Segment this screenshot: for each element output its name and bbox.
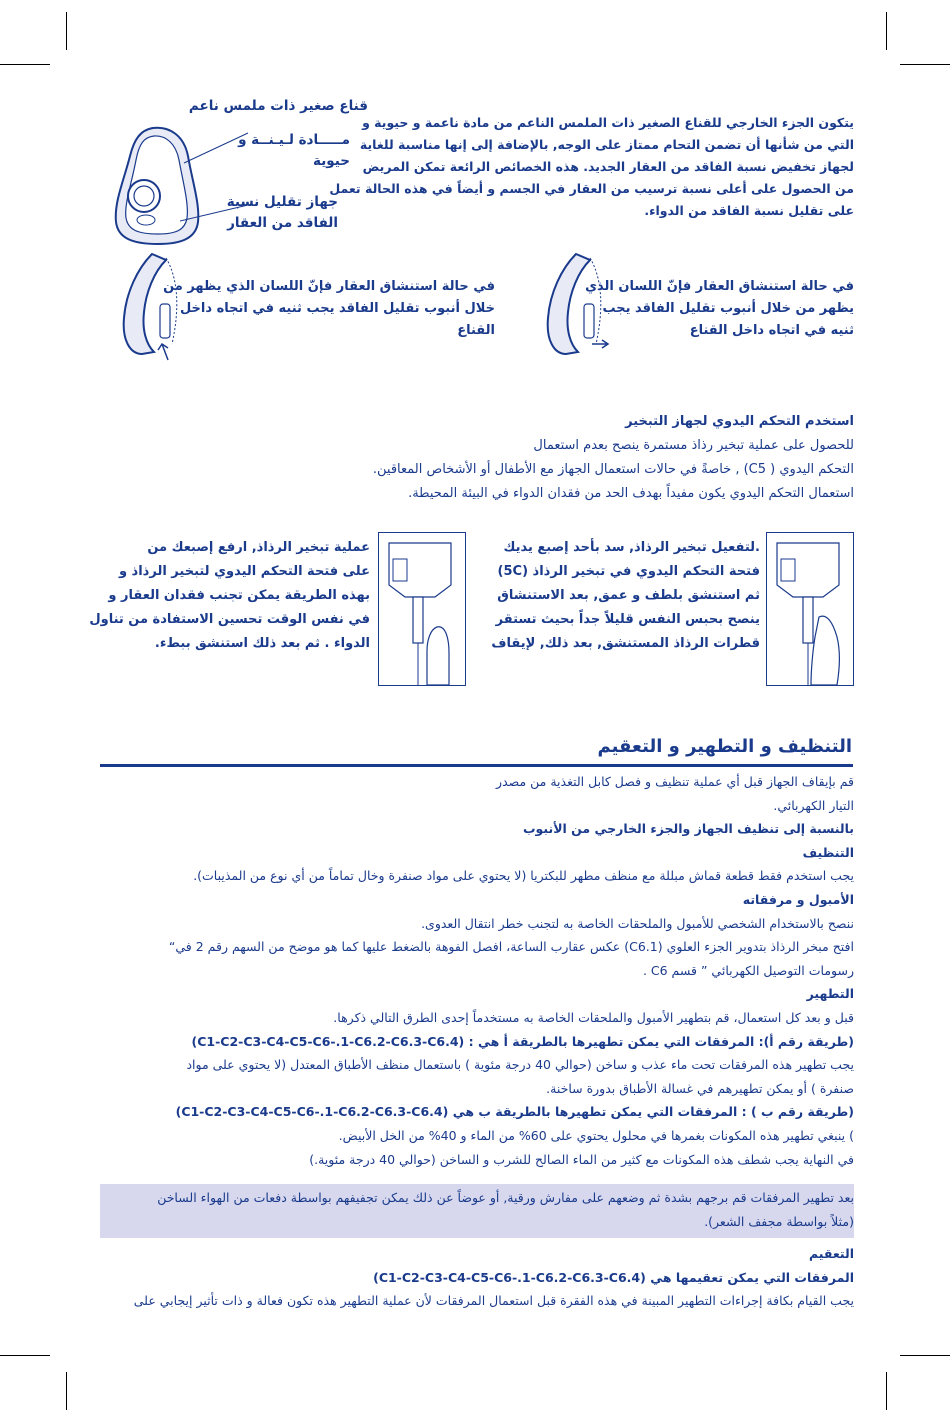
text-line: عملية تبخير الرذاذ, ارفع إصبعك من xyxy=(147,540,370,555)
drying-highlight xyxy=(100,1184,854,1238)
mask-paragraph xyxy=(329,112,854,222)
text-line: في حالة استنشاق العقار فإنّ اللسان الذي يظهر من xyxy=(163,279,495,294)
para-line: يتكون الجزء الخارجي للقناع الصغير ذات الملمس الناعم من مادة ناعمة و حيوية و xyxy=(362,115,854,130)
manual-section xyxy=(94,410,854,506)
para-line: على تقليل نسبة الفاقد من الدواء. xyxy=(644,203,854,218)
section-divider xyxy=(100,764,853,767)
para-line: من الحصول على أعلى نسبة ترسيب من العقار في الجسم و أيضاً في هذه الحالة تعمل xyxy=(329,181,854,196)
section-title: التنظيف و التطهير و التعقيم xyxy=(597,736,852,757)
tongue-text-left xyxy=(163,276,495,342)
label-mask: قناع صغير ذات ملمس ناعم xyxy=(188,98,368,114)
sterilization-items: المرفقات التي يمكن تعقيمها هي (C1-C2-C3-C4-C5-C6-.1-C6.2-C6.3-C6.4) xyxy=(373,1269,854,1285)
text-line: للحصول على عملية تبخير رذاذ مستمرة ينصح بعدم استعمال xyxy=(533,438,854,453)
text-line: فتحة التحكم اليدوي في تبخير الرذاذ (5C) xyxy=(497,564,760,579)
crop-mark xyxy=(886,1372,887,1410)
label-device-1: جهاز تقليل نسبة xyxy=(226,194,338,210)
crop-mark xyxy=(66,1372,67,1410)
manual-col-left xyxy=(89,536,370,656)
manual-heading: استخدم التحكم اليدوي لجهاز التبخير xyxy=(625,414,854,429)
text-line: ثنيه في اتجاه داخل القناع xyxy=(689,323,854,338)
text-line: افتح مبخر الرذاذ بتدوير الجزء العلوي (C6.1) عكس عقارب الساعة، افصل الفوهة بالضغط عليها كما هو موضح من السهم رقم 2 في“ xyxy=(168,939,854,955)
crop-mark xyxy=(900,64,950,65)
method-a: (طريقة رقم أ): المرفقات التي يمكن تطهيرها بالطريقة أ هي : (C1-C2-C3-C4-C5-C6-.1-C6.2-C6.3-C6.4) xyxy=(191,1033,854,1049)
subheading: التطهير xyxy=(806,986,854,1002)
text-line: قطرات الرذاذ المستنشق, بعد ذلك, لإيقاف xyxy=(491,636,760,651)
text-line: يجب القيام بكافة إجراءات التطهير المبينة في هذه الفقرة قبل استعمال المرفقات لأن عملية التطهير هذه تكون فعالة و ذات تأثير إيجابي على xyxy=(133,1293,854,1309)
text-line: قبل و بعد كل استعمال، قم بتطهير الأمبول والملحقات الخاصة به مستخدماً إحدى الطرق التالي ذكرها. xyxy=(333,1009,854,1025)
label-material-1: مـــــادة لـيـنــة و xyxy=(238,132,350,148)
text-line: في النهاية يجب شطف هذه المكونات مع كثير من الماء الصالح للشرب و الساخن (حوالي 40 درجة مئوية.) xyxy=(309,1151,854,1167)
subheading: التنظيف xyxy=(802,844,854,860)
subheading: الأمبول و مرفقاته xyxy=(742,891,854,907)
text-line: صنفرة ) أو يمكن تطهيرهم في غسالة الأطباق بدورة ساخنة. xyxy=(546,1080,854,1096)
label-material-2: حيوية xyxy=(313,153,350,169)
crop-mark xyxy=(66,12,67,50)
manual-col-right xyxy=(491,536,760,656)
subheading: التعقيم xyxy=(808,1246,854,1261)
text-line: ينصح بحبس النفس قليلاً جداً بحيث تستقر xyxy=(495,612,760,627)
text-line: بهذه الطريقة يمكن تجنب فقدان العقار و xyxy=(108,588,370,603)
crop-mark xyxy=(900,1355,950,1356)
para-line: لجهاز تخفيض نسبة الفاقد من العقار الجديد. هذه الخصائص الرائعة تمكن المريض xyxy=(362,159,854,174)
para-line: التي من شأنها أن تضمن التحام ممتاز على الوجه, بالإضافة إلى إنها مناسبة للغاية xyxy=(359,137,854,152)
text-line: خلال أنبوب تقليل الفاقد يجب ثنيه في اتجاه داخل xyxy=(179,301,495,316)
text-line: استعمال التحكم اليدوي يكون مفيداً بهدف الحد من فقدان الدواء في البيئة المحيطة. xyxy=(408,486,854,501)
sterilization xyxy=(94,1242,854,1313)
crop-mark xyxy=(0,1355,50,1356)
crop-mark xyxy=(0,64,50,65)
nebulizer-figure-right xyxy=(766,532,854,686)
text-line: في حالة استنشاق العقار فإنّ اللسان الذي xyxy=(585,279,854,294)
subheading: بالنسبة إلى تنظيف الجهاز والجزء الخارجي من الأنبوب xyxy=(523,821,854,837)
text-line: قم بإيقاف الجهاز قبل أي عملية تنظيف و فصل كابل التغذية من مصدر xyxy=(496,774,854,789)
cleaning-body xyxy=(94,770,854,1171)
text-line: رسومات التوصيل الكهربائي ” قسم C6 . xyxy=(642,962,854,978)
tongue-text-right xyxy=(585,276,854,342)
text-line: على فتحة التحكم اليدوي لتبخير الرذاذ و xyxy=(118,564,370,579)
text-line: ننصح بالاستخدام الشخصي للأمبول والملحقات الخاصة به لتجنب خطر انتقال العدوى. xyxy=(421,915,854,931)
text-line: في نفس الوقت تحسين الاستفادة من تناول xyxy=(89,612,370,627)
text-line: ثم استنشق بلطف و عمق, بعد الاستنشاق xyxy=(497,588,760,603)
crop-mark xyxy=(886,12,887,50)
method-b: (طريقة رقم ب ) : المرفقات التي يمكن تطهيرها بالطريقة ب هي (C1-C2-C3-C4-C5-C6-.1-C6.2-C6.3-C6.4) xyxy=(175,1104,854,1120)
text-line: .لتفعيل تبخير الرذاذ, سد بأحد إصبع يديك xyxy=(503,540,760,555)
text-line: التحكم اليدوي ( C5) , خاصةً في حالات استعمال الجهاز مع الأطفال أو الأشخاص المعاقين. xyxy=(372,462,854,477)
text-line: القناع xyxy=(457,323,495,338)
label-device-2: الفاقد من العقار xyxy=(227,215,338,231)
text-line: ) ينبغي تطهير هذه المكونات بغمرها في محلول يحتوي على 60% من الماء و 40% من الخل الأبيض. xyxy=(338,1127,854,1143)
text-line: الدواء . ثم بعد ذلك استنشق ببطء. xyxy=(154,636,370,651)
text-line: يجب تطهير هذه المرفقات تحت ماء عذب و ساخن (حوالي 40 درجة مئوية ) باستعمال منظف الأطباق المعتدل (لا يحتوي على مواد xyxy=(186,1057,854,1073)
text-line: يظهر من خلال أنبوب تقليل الفاقد يجب xyxy=(602,301,854,316)
text-line: التيار الكهربائي. xyxy=(773,797,854,813)
text-line: يجب استخدم فقط قطعة قماش مبللة مع منظف مطهر للبكتريا (لا يحتوي على مواد صنفرة وخال تماماً من أي نوع من المذيبات). xyxy=(193,868,854,884)
nebulizer-figure-left xyxy=(378,532,466,686)
text-line: بعد تطهير المرفقات قم برجهم بشدة ثم وضعهم على مفارش ورقية, أو عوضاً عن ذلك يمكن تجفيفهم بواسطة دفعات من الهواء الساخن xyxy=(157,1190,854,1205)
text-line: (مثلاً بواسطة مجفف الشعر). xyxy=(704,1214,854,1229)
